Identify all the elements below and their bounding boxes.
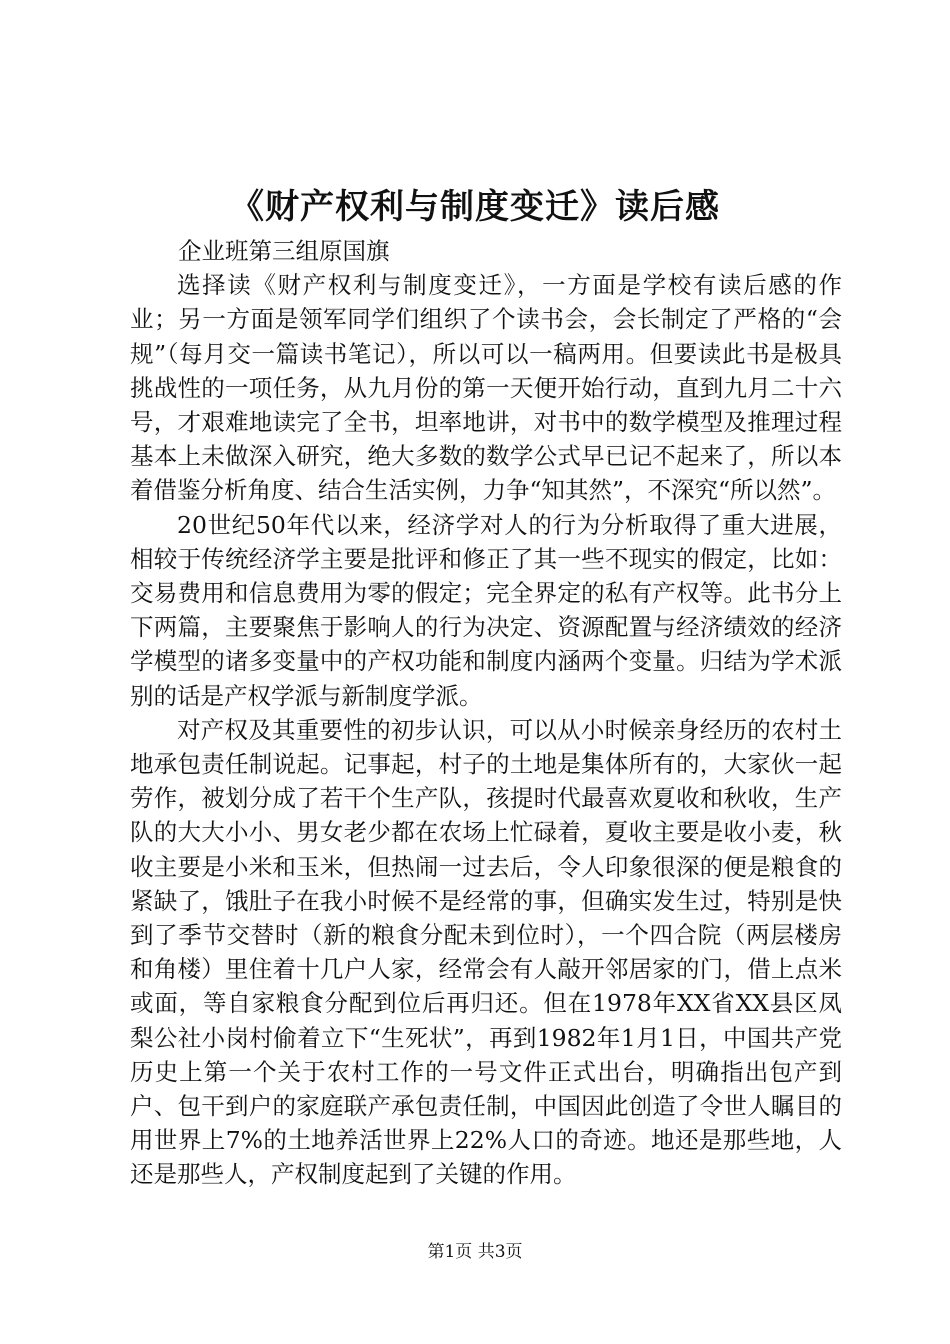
page-footer: 第1页 共3页	[427, 1242, 523, 1262]
paragraph-1: 选择读《财产权利与制度变迁》，一方面是学校有读后感的作业；另一方面是领军同学们组织了个读书会，会长制定了严格的“会规”（每月交一篇读书笔记），所以可以一稿两用。但要读此书是极具挑战性的一项任务，从九月份的第一天便开始行动，直到九月二十六号，才艰难地读完了全书，坦率地讲，对书中的数学模型及推理过程基本上未做深入研究，绝大多数的数学公式早已记不起来了，所以本着借鉴分析角度、结合生活实例，力争“知其然”，不深究“所以然”。	[130, 271, 842, 505]
document-body	[130, 234, 842, 1192]
document-title: 《财产权利与制度变迁》读后感	[230, 187, 720, 227]
paragraph-2: 20世纪50年代以来，经济学对人的行为分析取得了重大进展，相较于传统经济学主要是批评和修正了其一些不现实的假定，比如：交易费用和信息费用为零的假定；完全界定的私有产权等。此书分上下两篇，主要聚焦于影响人的行为决定、资源配置与经济绩效的经济学模型的诸多变量中的产权功能和制度内涵两个变量。归结为学术派别的话是产权学派与新制度学派。	[130, 510, 842, 710]
author-line: 企业班第三组原国旗	[178, 237, 390, 265]
paragraph-3: 对产权及其重要性的初步认识，可以从小时候亲身经历的农村土地承包责任制说起。记事起，村子的土地是集体所有的，大家伙一起劳作，被划分成了若干个生产队，孩提时代最喜欢夏收和秋收，生产队的大大小小、男女老少都在农场上忙碌着，夏收主要是收小麦，秋收主要是小米和玉米，但热闹一过去后，令人印象很深的便是粮食的紧缺了，饿肚子在我小时候不是经常的事，但确实发生过，特别是快到了季节交替时（新的粮食分配未到位时），一个四合院（两层楼房和角楼）里住着十几户人家，经常会有人敲开邻居家的门，借上点米或面，等自家粮食分配到位后再归还。但在1978年XX省XX县区凤梨公社小岗村偷着立下“生死状”，再到1982年1月1日，中国共产党历史上第一个关于农村工作的一号文件正式出台，明确指出包产到户、包干到户的家庭联产承包责任制，中国因此创造了令世人瞩目的用世界上7%的土地养活世界上22%人口的奇迹。地还是那些地，人还是那些人，产权制度起到了关键的作用。	[130, 715, 842, 1189]
